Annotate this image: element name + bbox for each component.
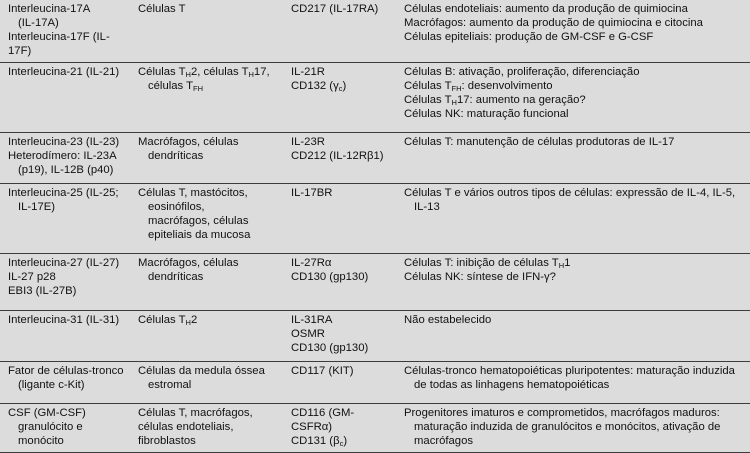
actions-line: Células T: manutenção de células produtoras de IL-17	[404, 136, 675, 148]
actions-line: Progenitores imaturos e comprometidos, macrófagos maduros:	[404, 407, 720, 419]
cytokine-line: CSF (GM-CSF)	[8, 407, 86, 419]
cytokine-cell	[0, 311, 130, 362]
actions-line: de todas as linhagens hematopoiéticas	[414, 379, 610, 391]
cytokine-cell	[0, 63, 130, 133]
cells-cell	[130, 404, 283, 453]
cells-line: Células T, macrófagos,	[138, 407, 253, 419]
cells-line: Células $T_H2$, células $T_H17$,	[138, 66, 270, 79]
cytokine-line: Fator de células-tronco	[8, 365, 124, 377]
cells-cell	[130, 133, 283, 184]
cells-cell	[130, 184, 283, 254]
cells-cell	[130, 254, 283, 311]
cytokine-line: Heterodímero: IL-23A	[8, 150, 117, 162]
cytokine-line: Interleucina-17F (IL-17F)	[8, 31, 110, 57]
table-row	[0, 362, 750, 404]
cells-line: Macrófagos, células	[138, 257, 239, 269]
cytokine-line: (ligante c-Kit)	[18, 379, 85, 391]
actions-line: Células-tronco hematopoiéticas pluripotentes: maturação induzida	[404, 365, 735, 377]
cytokine-cell	[0, 133, 130, 184]
actions-line: Células $T_H17$: aumento na geração?	[404, 94, 586, 107]
cells-cell	[130, 311, 283, 362]
table-row	[0, 311, 750, 362]
table-row	[0, 0, 750, 63]
receptor-line: CD212 (IL-12Rβ1)	[291, 150, 384, 162]
receptor-line: OSMR	[291, 328, 325, 340]
actions-line: Células $T_{FH}$: desenvolvimento	[404, 80, 553, 93]
table-row	[0, 254, 750, 311]
actions-line: Macrófagos: aumento da produção de quimiocina e citocina	[404, 17, 703, 29]
cytokine-line: monócito	[18, 435, 64, 447]
cells-line: epiteliais da mucosa	[148, 229, 251, 241]
receptor-line: CD217 (IL-17RA)	[291, 3, 379, 15]
cells-line: células $T_{FH}$	[148, 80, 203, 93]
cytokine-line: (IL-17A)	[18, 17, 59, 29]
actions-line: maturação induzida de granulócitos e monócitos, ativação de	[414, 421, 721, 433]
receptor-line: IL-17BR	[291, 187, 333, 199]
receptor-cell	[283, 184, 396, 254]
actions-cell	[396, 63, 750, 133]
cells-line: Células da medula óssea	[138, 365, 265, 377]
table-row	[0, 63, 750, 133]
actions-cell	[396, 362, 750, 404]
actions-line: Não estabelecido	[404, 314, 492, 326]
cells-cell	[130, 63, 283, 133]
table-row	[0, 184, 750, 254]
cytokine-line: Interleucina-23 (IL-23)	[8, 136, 120, 148]
cytokine-line: Interleucina-21 (IL-21)	[8, 66, 120, 78]
actions-cell	[396, 311, 750, 362]
cells-line: dendríticas	[148, 271, 204, 283]
cytokine-line: Interleucina-25 (IL-25;	[8, 187, 119, 199]
cells-line: Células T	[138, 3, 186, 15]
receptor-line: CD130 (gp130)	[291, 342, 369, 354]
actions-line: IL-13	[414, 201, 440, 213]
actions-line: Células NK: síntese de IFN-γ?	[404, 271, 556, 283]
actions-line: Células epiteliais: produção de GM-CSF e G-CSF	[404, 31, 654, 43]
actions-cell	[396, 133, 750, 184]
receptor-cell	[283, 311, 396, 362]
receptor-line: IL-21R	[291, 66, 325, 78]
cells-line: Células $T_H2$	[138, 314, 198, 327]
actions-line: Células NK: maturação funcional	[404, 108, 569, 120]
cytokine-line: Interleucina-31 (IL-31)	[8, 314, 120, 326]
cells-cell	[130, 362, 283, 404]
cells-line: eosinófilos,	[148, 201, 205, 213]
actions-cell	[396, 0, 750, 63]
receptor-cell	[283, 362, 396, 404]
cytokine-line: (p19), IL-12B (p40)	[18, 164, 114, 176]
cytokine-line: Interleucina-17A	[8, 3, 91, 15]
receptor-cell	[283, 254, 396, 311]
cytokine-line: EBI3 (IL-27B)	[8, 285, 77, 297]
receptor-line: CD131 $(\beta_c)$	[291, 435, 348, 448]
receptor-line: CD117 (KIT)	[291, 365, 354, 377]
cytokine-cell	[0, 254, 130, 311]
actions-line: Células T: inibição de células $T_H1$	[404, 257, 571, 270]
cytokine-cell	[0, 404, 130, 453]
actions-cell	[396, 184, 750, 254]
cells-cell	[130, 0, 283, 63]
actions-line: Células B: ativação, proliferação, diferenciação	[404, 66, 640, 78]
cytokine-line: IL-27 p28	[8, 271, 56, 283]
receptor-line: CD130 (gp130)	[291, 271, 369, 283]
actions-line: Células T e vários outros tipos de células: expressão de IL-4, IL-5,	[404, 187, 736, 199]
cells-line: fibroblastos	[138, 435, 196, 447]
receptor-line: CD132 $(\gamma_c)$	[291, 80, 347, 93]
cells-line: dendríticas	[148, 150, 204, 162]
cells-line: estromal	[148, 379, 192, 391]
cytokine-line: Interleucina-27 (IL-27)	[8, 257, 120, 269]
cells-line: macrófagos, células	[148, 215, 249, 227]
receptor-cell	[283, 404, 396, 453]
cells-line: Macrófagos, células	[138, 136, 239, 148]
cytokine-cell	[0, 184, 130, 254]
cells-line: células endoteliais,	[138, 421, 234, 433]
receptor-line: IL-23R	[291, 136, 325, 148]
receptor-line: IL-31RA	[291, 314, 333, 326]
actions-line: macrófagos	[414, 435, 474, 447]
receptor-cell	[283, 133, 396, 184]
actions-cell	[396, 254, 750, 311]
actions-cell	[396, 404, 750, 453]
cytokine-cell	[0, 0, 130, 63]
receptor-cell	[283, 63, 396, 133]
cytokine-line: granulócito e	[18, 421, 83, 433]
actions-line: Células endoteliais: aumento da produção de quimiocina	[404, 3, 688, 15]
receptor-line: CD116 (GM-CSFRα)	[291, 407, 355, 433]
cytokine-line: IL-17E)	[18, 201, 56, 213]
cells-line: Células T, mastócitos,	[138, 187, 248, 199]
cytokine-cell	[0, 362, 130, 404]
table-row	[0, 133, 750, 184]
receptor-cell	[283, 0, 396, 63]
receptor-line: IL-27Rα	[291, 257, 332, 269]
table-row	[0, 404, 750, 453]
